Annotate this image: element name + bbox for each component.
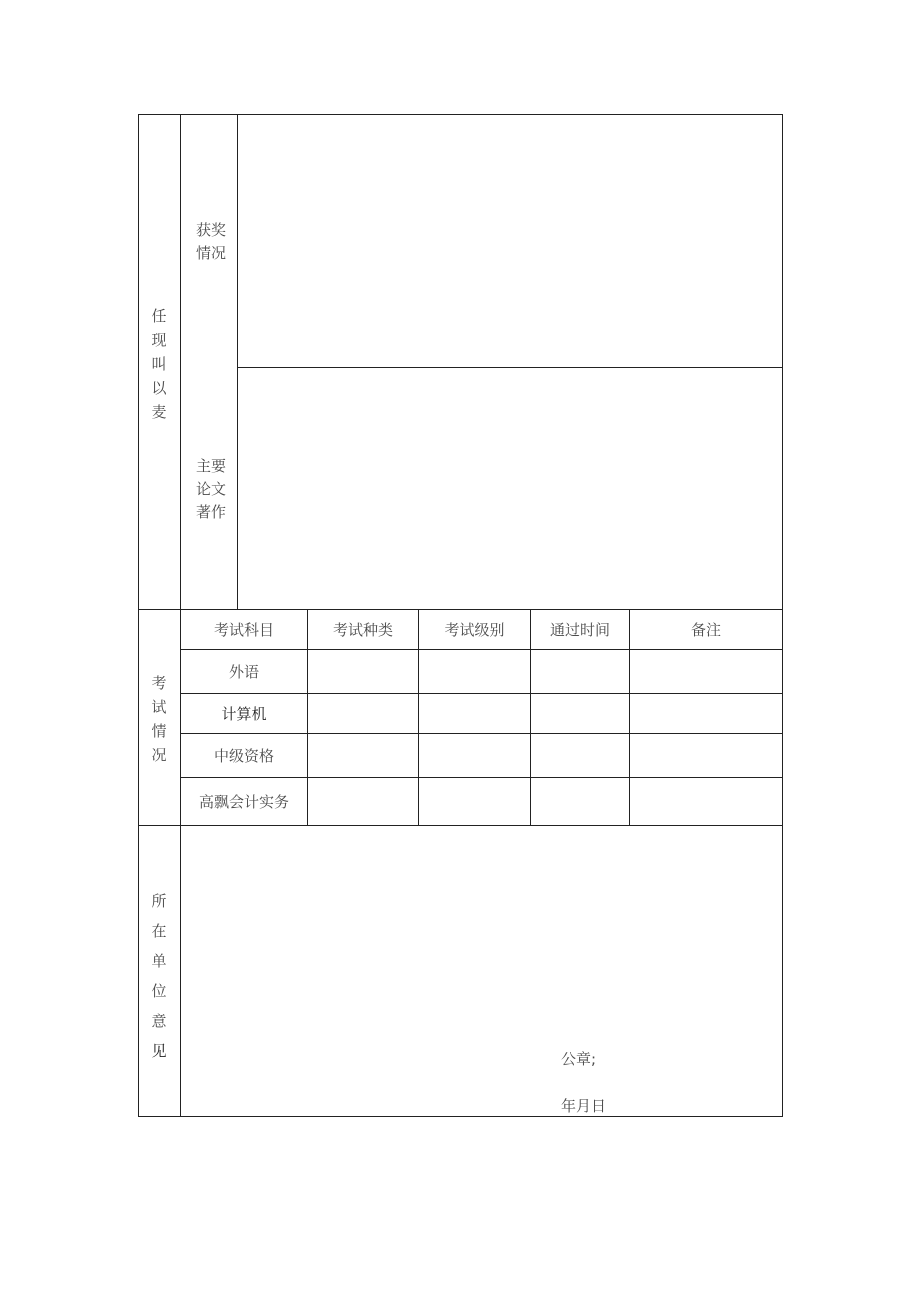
exam-row-pass-date-field[interactable] <box>531 694 629 733</box>
exam-row-notes-field[interactable] <box>630 778 782 825</box>
table-border-left <box>138 114 139 1117</box>
exam-row-notes-field[interactable] <box>630 734 782 777</box>
unit-opinion-label-char: 单 <box>151 952 167 970</box>
exam-row-type-field[interactable] <box>308 694 418 733</box>
exam-row-level-field[interactable] <box>419 734 530 777</box>
exam-row-subject: 中级资格 <box>213 747 274 765</box>
unit-opinion-label-char: 见 <box>151 1042 167 1060</box>
exam-row-level-field[interactable] <box>419 694 530 733</box>
application-form-table <box>138 114 783 1117</box>
exam-label-char: 考 <box>151 674 167 692</box>
exam-row-pass-date-field[interactable] <box>531 650 629 693</box>
unit-opinion-label-char: 意 <box>151 1012 167 1030</box>
current-period-label-char: 叫 <box>151 355 167 373</box>
exam-header-level: 考试级别 <box>444 621 505 639</box>
current-period-label-char: 任 <box>151 307 167 325</box>
seal-label: 公章; <box>561 1050 597 1068</box>
papers-content-field[interactable] <box>238 368 782 609</box>
exam-row-notes-field[interactable] <box>630 650 782 693</box>
exam-row-subject: 外语 <box>228 663 259 681</box>
exam-row-type-field[interactable] <box>308 650 418 693</box>
exam-row-level-field[interactable] <box>419 778 530 825</box>
exam-row-pass-date-field[interactable] <box>531 778 629 825</box>
exam-header-notes: 备注 <box>690 621 721 639</box>
exam-row-subject: 高飘会计实务 <box>198 793 289 811</box>
exam-row-subject: 计算机 <box>221 705 267 723</box>
date-label: 年月日 <box>561 1097 607 1115</box>
table-border-right <box>782 114 783 1117</box>
exam-row-notes-field[interactable] <box>630 694 782 733</box>
unit-opinion-section-label <box>147 889 171 1069</box>
exam-row-level-field[interactable] <box>419 650 530 693</box>
papers-label: 主要 论文 著作 <box>196 457 227 521</box>
exam-label-char: 况 <box>151 746 167 764</box>
unit-opinion-label-char: 所 <box>151 892 167 910</box>
exam-label-char: 试 <box>151 698 167 716</box>
exam-row-type-field[interactable] <box>308 778 418 825</box>
exam-header-subject: 考试科目 <box>213 621 274 639</box>
current-period-label-char: 以 <box>151 379 167 397</box>
exam-header-pass-date: 通过时间 <box>549 621 610 639</box>
current-period-section-label <box>147 304 171 424</box>
table-border-bottom <box>138 1116 783 1117</box>
awards-content-field[interactable] <box>238 115 782 367</box>
current-period-label-char: 麦 <box>151 403 167 421</box>
unit-opinion-content-field[interactable] <box>181 826 782 1056</box>
current-period-label-char: 现 <box>151 331 167 349</box>
unit-opinion-label-char: 位 <box>151 982 167 1000</box>
unit-opinion-label-char: 在 <box>151 922 167 940</box>
exam-header-type: 考试种类 <box>332 621 393 639</box>
awards-label: 获奖 情况 <box>196 221 227 262</box>
exam-row-pass-date-field[interactable] <box>531 734 629 777</box>
exam-label-char: 情 <box>151 722 167 740</box>
exam-section-label <box>147 671 171 767</box>
exam-row-type-field[interactable] <box>308 734 418 777</box>
